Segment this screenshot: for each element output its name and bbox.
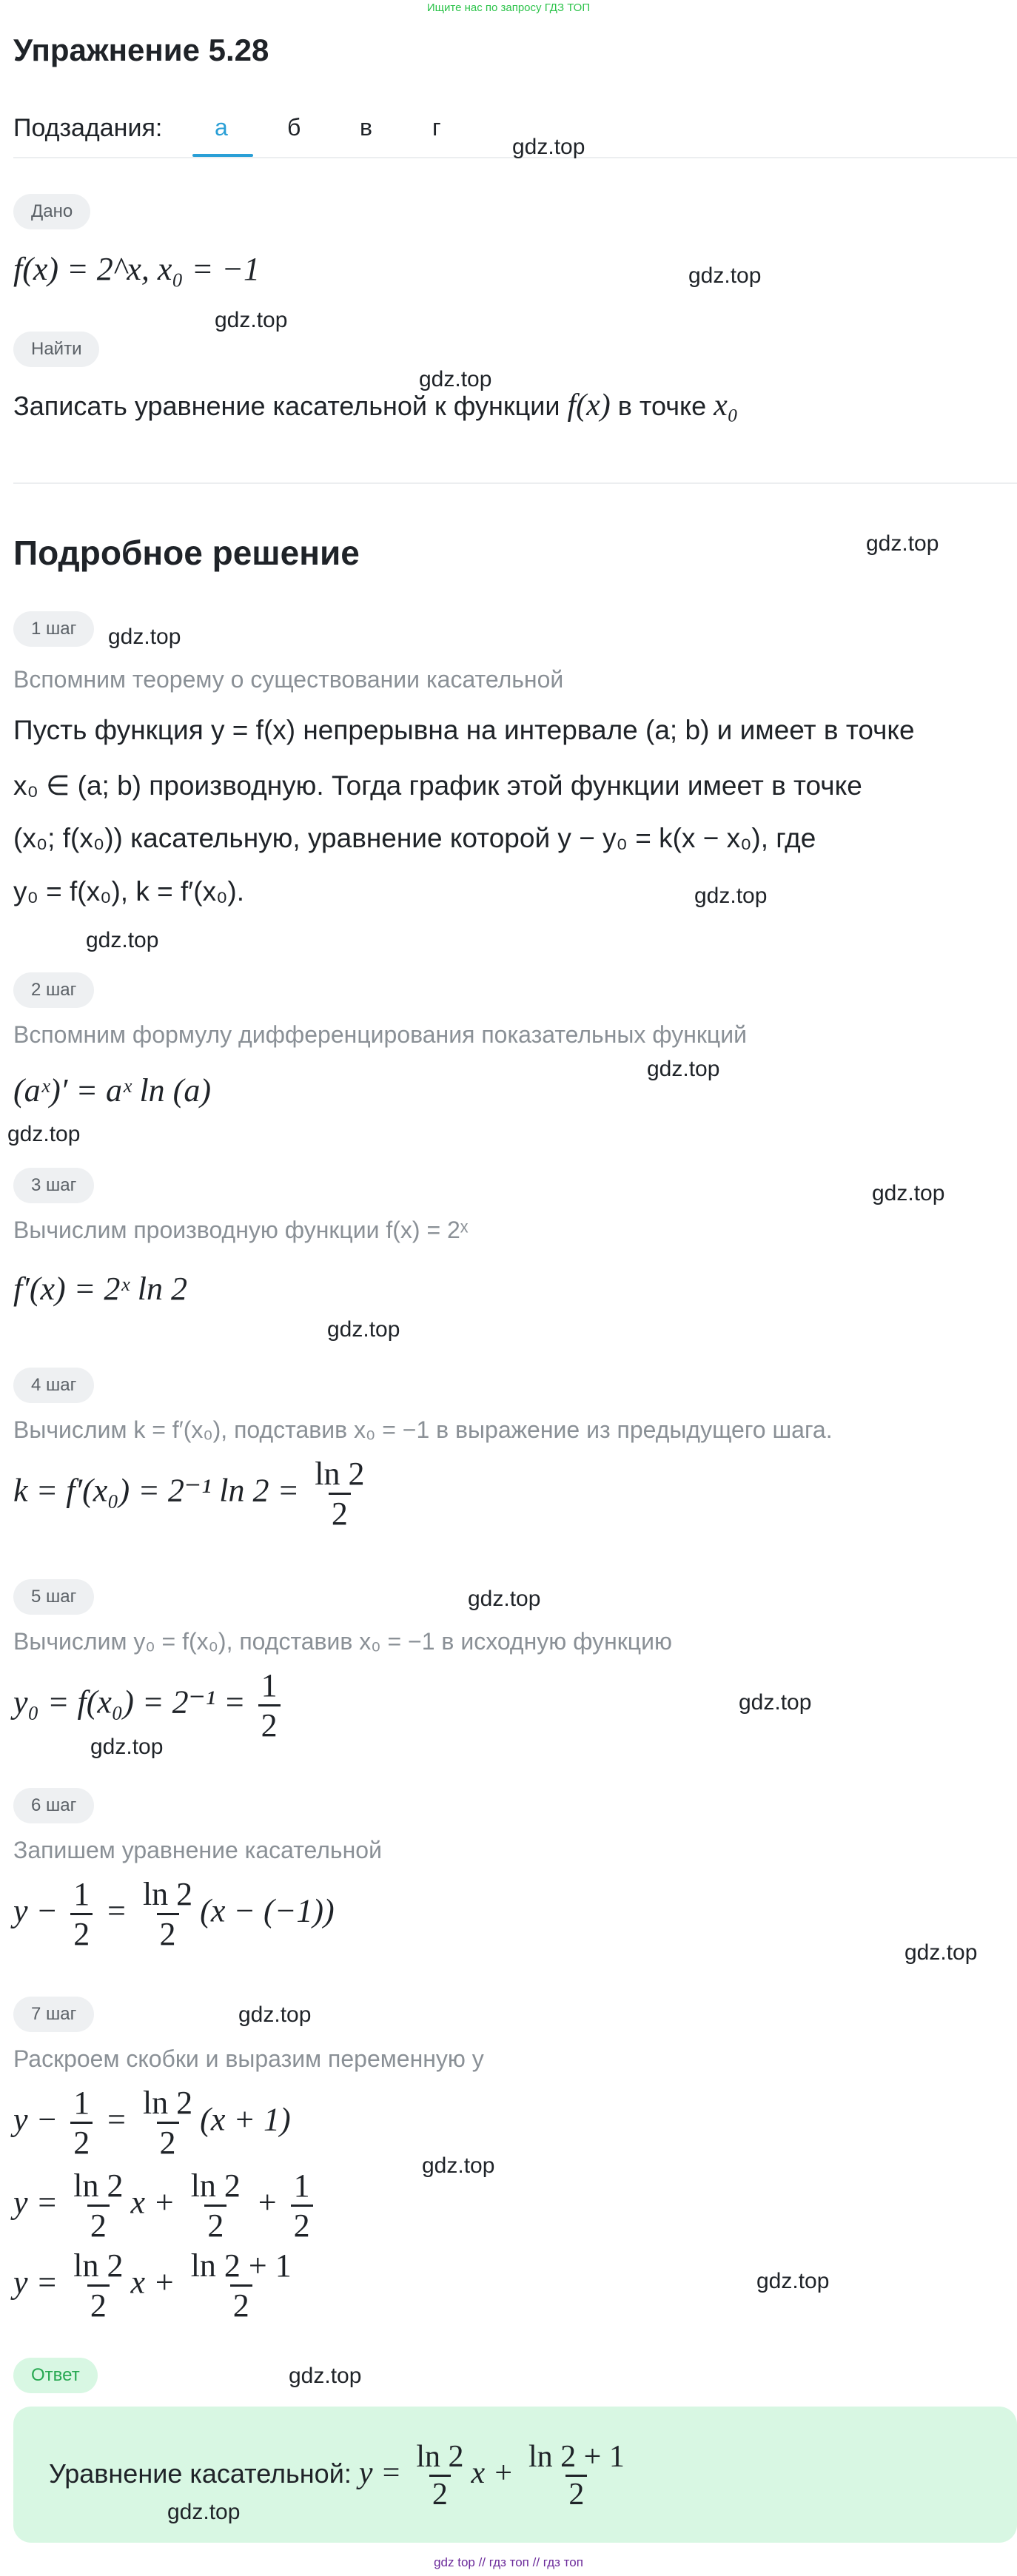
watermark: gdz.top (647, 1057, 720, 1081)
tab-v[interactable]: в (360, 114, 372, 141)
watermark: gdz.top (289, 2364, 362, 2388)
fraction-denominator: 2 (429, 2475, 451, 2512)
watermark: gdz.top (238, 2002, 312, 2027)
ln2-fraction (188, 2167, 244, 2244)
step-4-formula-left: k = f′(x₀) = 2⁻¹ ln 2 = (13, 1472, 300, 1509)
half-fraction (291, 2167, 313, 2244)
step-5-heading: Вычислим y₀ = f(x₀), подставив x₀ = −1 в исходную функцию (13, 1628, 672, 1655)
fraction-numerator: ln 2 (190, 2168, 241, 2204)
line-2-x: x + (130, 2184, 175, 2221)
section-divider (13, 482, 1017, 484)
watermark: gdz.top (215, 308, 288, 332)
watermark: gdz.top (866, 531, 939, 556)
watermark: gdz.top (7, 1122, 81, 1146)
step-4-formula (13, 1455, 372, 1533)
line-1-eq: = (105, 2101, 127, 2138)
answer-fraction-1 (413, 2439, 466, 2512)
watermark: gdz.top (86, 928, 159, 952)
fraction-denominator: 2 (87, 2205, 110, 2244)
line-1-y: y − (13, 2101, 58, 2138)
answer-x: x + (471, 2456, 514, 2491)
fraction-numerator: ln 2 (73, 2168, 124, 2204)
step-6-chip: 6 шаг (13, 1788, 94, 1823)
watermark: gdz.top (694, 884, 768, 908)
answer-text (49, 2439, 632, 2512)
line-2-y: y = (13, 2184, 58, 2221)
find-text (13, 388, 738, 423)
footer-links[interactable]: gdz top // гдз топ // гдз топ (434, 2555, 583, 2569)
find-fx: f(x) (567, 389, 611, 423)
ln2-fraction (140, 1875, 195, 1953)
fraction-numerator: ln 2 (73, 2247, 124, 2284)
watermark: gdz.top (422, 2153, 495, 2178)
find-text-before: Записать уравнение касательной к функции (13, 391, 568, 421)
subtasks-label: Подзадания: (13, 114, 163, 142)
answer-box (13, 2407, 1017, 2543)
fraction-numerator: ln 2 (416, 2440, 464, 2474)
solution-title: Подробное решение (13, 534, 360, 572)
answer-y: y = (358, 2456, 402, 2491)
step-1-chip: 1 шаг (13, 611, 94, 647)
fraction-numerator: ln 2 (142, 2085, 193, 2121)
step-4-heading: Вычислим k = f′(x₀), подставив x₀ = −1 в выражение из предыдущего шага. (13, 1416, 833, 1443)
fraction-denominator: 2 (565, 2475, 587, 2512)
find-chip: Найти (13, 332, 99, 367)
half-fraction (70, 2084, 93, 2162)
find-x0: x₀ (714, 389, 739, 423)
step-1-heading: Вспомним теорему о существовании касательной (13, 666, 564, 693)
ln2-fraction (70, 2167, 126, 2244)
line-2-plus: + (255, 2184, 278, 2221)
step-1-line-3: (x₀; f(x₀)) касательную, уравнение которой y − y₀ = k(x − x₀), где (13, 823, 816, 853)
active-tab-indicator (192, 154, 253, 157)
step-1-line-2: x₀ ∈ (a; b) производную. Тогда график этой функции имеет в точке (13, 770, 862, 801)
line-1-tail: (x + 1) (200, 2101, 291, 2138)
step-4-chip: 4 шаг (13, 1368, 94, 1403)
given-chip: Дано (13, 194, 90, 229)
fraction-denominator: 2 (291, 2205, 313, 2244)
line-3-x: x + (130, 2264, 175, 2301)
step-2-heading: Вспомним формулу дифференцирования показательных функций (13, 1021, 747, 1048)
watermark: gdz.top (90, 1735, 164, 1759)
line-3-y: y = (13, 2264, 58, 2301)
step-5-fraction (258, 1667, 281, 1744)
step-7-chip: 7 шаг (13, 1997, 94, 2032)
answer-chip: Ответ (13, 2358, 98, 2393)
watermark: gdz.top (872, 1181, 945, 1205)
watermark: gdz.top (468, 1587, 541, 1611)
fraction-numerator: 1 (261, 1667, 278, 1704)
fraction-numerator: 1 (73, 1876, 90, 1912)
step-6-eq: = (105, 1892, 127, 1929)
step-5-formula (13, 1667, 285, 1744)
ln2-plus-1-fraction (188, 2247, 295, 2324)
fraction-numerator: ln 2 + 1 (528, 2440, 625, 2474)
step-7-line-2 (13, 2167, 318, 2244)
fraction-denominator: 2 (329, 1493, 351, 1533)
watermark: gdz.top (688, 263, 762, 288)
watermark: gdz.top (167, 2500, 241, 2524)
tab-g[interactable]: г (432, 114, 441, 141)
fraction-denominator: 2 (204, 2205, 226, 2244)
fraction-numerator: ln 2 (142, 1876, 193, 1912)
step-5-formula-left: y₀ = f(x₀) = 2⁻¹ = (13, 1684, 246, 1721)
step-3-formula: f′(x) = 2ˣ ln 2 (13, 1271, 188, 1307)
fraction-numerator: ln 2 + 1 (190, 2247, 292, 2284)
ln2-fraction (70, 2247, 126, 2324)
step-2-formula: (aˣ)′ = aˣ ln (a) (13, 1072, 211, 1109)
step-1-line-4: y₀ = f(x₀), k = f′(x₀). (13, 876, 245, 907)
fraction-denominator: 2 (157, 1913, 179, 1953)
fraction-denominator: 2 (157, 2122, 179, 2162)
step-3-chip: 3 шаг (13, 1168, 94, 1203)
step-6-tail: (x − (−1)) (200, 1892, 335, 1929)
watermark: gdz.top (327, 1317, 400, 1342)
watermark: gdz.top (904, 1940, 978, 1965)
ln2-fraction (140, 2084, 195, 2162)
answer-fraction-2 (526, 2439, 628, 2512)
watermark: gdz.top (512, 135, 585, 159)
step-5-chip: 5 шаг (13, 1579, 94, 1615)
step-1-line-1: Пусть функция y = f(x) непрерывна на интервале (a; b) и имеет в точке (13, 715, 915, 745)
fraction-denominator: 2 (87, 2284, 110, 2324)
step-4-fraction (312, 1455, 367, 1533)
watermark: gdz.top (419, 367, 492, 391)
fraction-denominator: 2 (230, 2284, 252, 2324)
page-title: Упражнение 5.28 (13, 33, 269, 67)
answer-label: Уравнение касательной: (49, 2458, 359, 2489)
top-banner: Ищите нас по запросу ГДЗ ТОП (426, 1, 591, 14)
watermark: gdz.top (756, 2269, 830, 2293)
find-text-middle: в точке (610, 391, 714, 421)
step-2-chip: 2 шаг (13, 972, 94, 1008)
step-7-line-1 (13, 2084, 291, 2162)
fraction-denominator: 2 (258, 1704, 281, 1744)
step-6-formula (13, 1875, 335, 1953)
fraction-numerator: ln 2 (315, 1456, 365, 1492)
half-fraction (70, 1875, 93, 1953)
watermark: gdz.top (739, 1690, 812, 1715)
tab-a[interactable]: а (215, 114, 228, 141)
fraction-denominator: 2 (70, 1913, 93, 1953)
tab-b[interactable]: б (287, 114, 301, 141)
fraction-denominator: 2 (70, 2122, 93, 2162)
step-6-heading: Запишем уравнение касательной (13, 1837, 382, 1863)
fraction-numerator: 1 (293, 2168, 310, 2204)
step-7-line-3 (13, 2247, 299, 2324)
step-7-heading (13, 2045, 484, 2073)
step-6-y: y − (13, 1892, 58, 1929)
step-3-heading: Вычислим производную функции f(x) = 2ˣ (13, 1217, 469, 1243)
step-7-heading-text: Раскроем скобки и выразим переменную y (13, 2045, 484, 2072)
given-formula: f(x) = 2^x, x₀ = −1 (13, 251, 261, 287)
fraction-numerator: 1 (73, 2085, 90, 2121)
watermark: gdz.top (108, 625, 181, 649)
